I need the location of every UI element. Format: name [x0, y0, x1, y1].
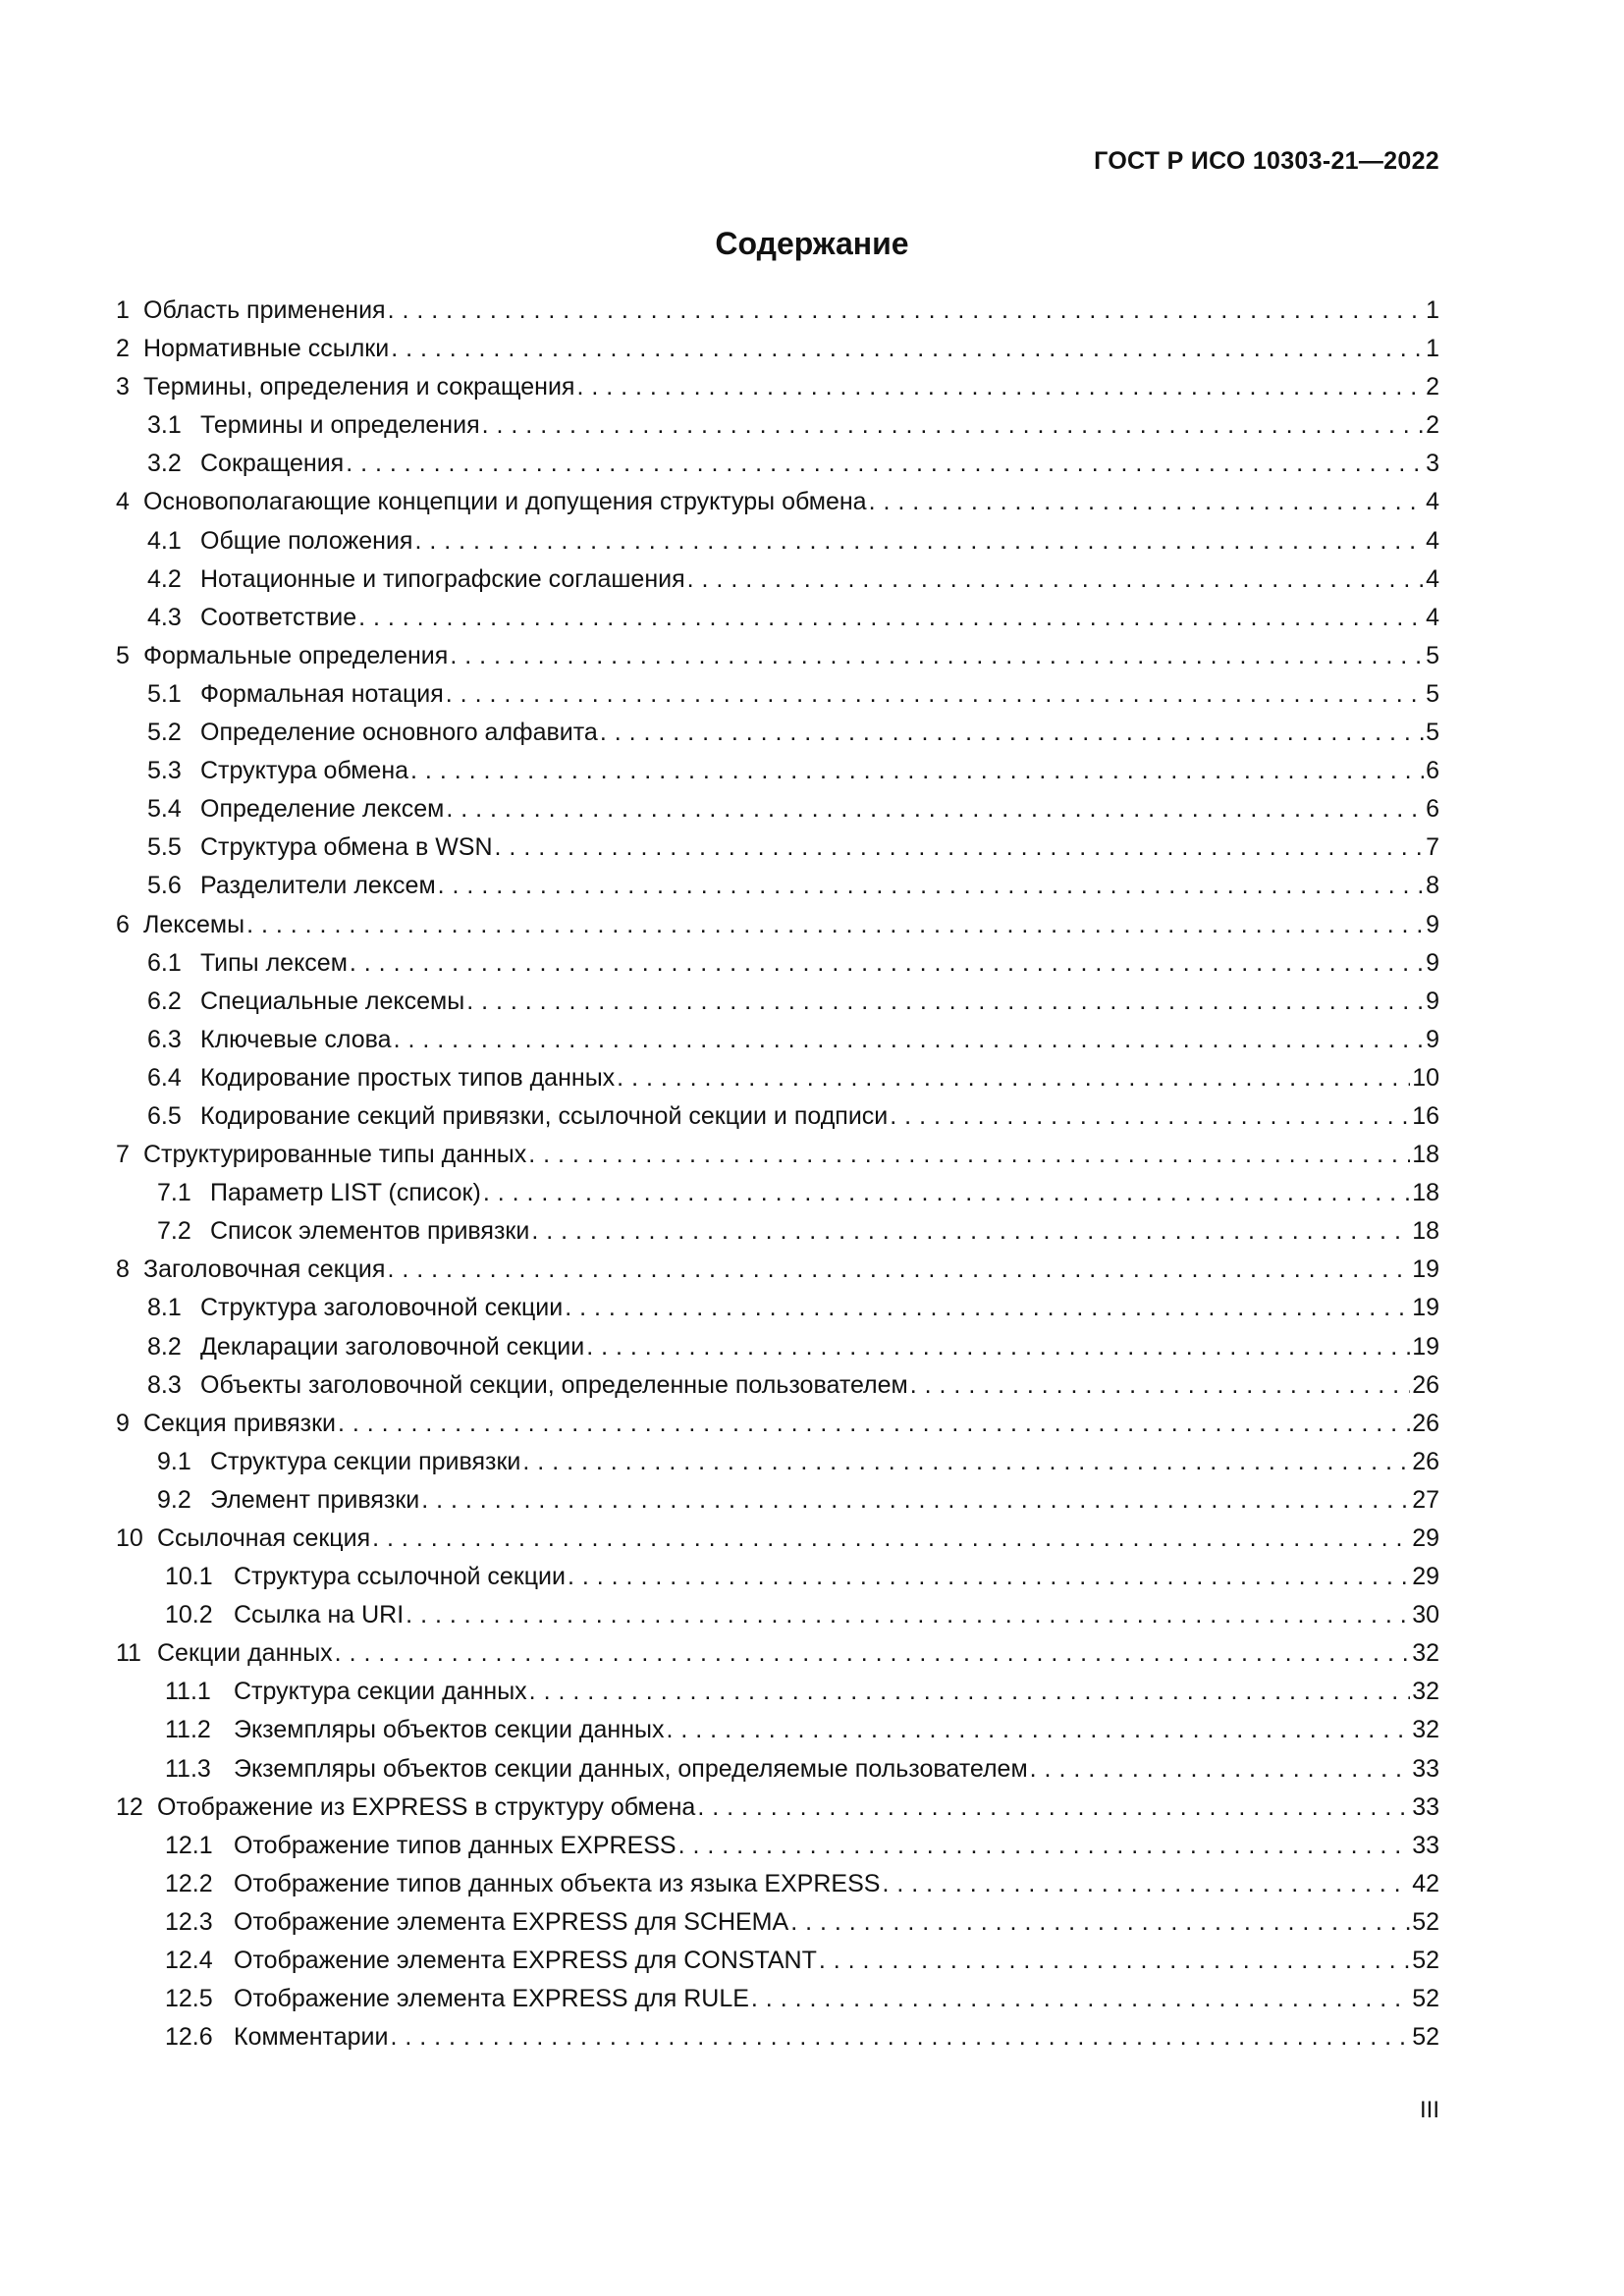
toc-entry[interactable] [116, 1750, 1439, 1789]
toc-entry[interactable] [116, 637, 1439, 675]
toc-entry[interactable] [116, 292, 1439, 330]
dot-leader [751, 1980, 1410, 2018]
toc-entry-number: 11 [116, 1639, 141, 1668]
toc-entry[interactable] [116, 1443, 1439, 1481]
toc-entry-title: Отображение элемента EXPRESS для CONSTANT [234, 1947, 817, 1975]
toc-entry-title: Сокращения [200, 450, 345, 478]
toc-entry-title: Определение основного алфавита [200, 719, 598, 747]
toc-entry[interactable] [116, 1366, 1439, 1405]
toc-entry-title: Формальная нотация [200, 679, 444, 708]
toc-entry-number: 12 [116, 1792, 143, 1821]
toc-entry-title: Кодирование секций привязки, ссылочной секции и подписи [200, 1101, 889, 1130]
toc-entry-page: 18 [1412, 1217, 1439, 1246]
toc-entry[interactable] [116, 1903, 1439, 1942]
toc-entry-page: 29 [1412, 1524, 1439, 1552]
toc-entry-page: 8 [1426, 872, 1439, 900]
toc-entry-page: 2 [1426, 373, 1439, 401]
toc-entry-page: 5 [1426, 679, 1439, 708]
page-title: Содержание [715, 226, 909, 261]
toc-entry-page: 4 [1426, 603, 1439, 631]
toc-entry-number: 9 [116, 1409, 130, 1437]
toc-entry-page: 6 [1426, 795, 1439, 824]
toc-entry-title: Область применения [143, 296, 386, 324]
toc-entry-title: Кодирование простых типов данных [200, 1063, 616, 1092]
toc-entry-title: Ссылочная секция [157, 1524, 371, 1552]
toc-entry-page: 1 [1426, 296, 1439, 324]
toc-entry[interactable] [116, 790, 1439, 828]
dot-leader [890, 1097, 1410, 1136]
toc-entry-number: 12.4 [165, 1947, 213, 1975]
toc-entry-page: 7 [1426, 833, 1439, 862]
dot-leader [1030, 1750, 1411, 1789]
toc-entry-page: 4 [1426, 526, 1439, 555]
dot-leader [406, 1596, 1410, 1634]
toc-entry-title: Структурированные типы данных [143, 1141, 527, 1169]
toc-entry-title: Типы лексем [200, 948, 348, 977]
toc-entry-page: 33 [1412, 1754, 1439, 1783]
toc-entry-page: 18 [1412, 1179, 1439, 1207]
toc-entry-title: Определение лексем [200, 795, 445, 824]
toc-entry-page: 30 [1412, 1601, 1439, 1629]
toc-entry-page: 2 [1426, 411, 1439, 440]
toc-entry[interactable] [116, 828, 1439, 867]
dot-leader [466, 983, 1424, 1021]
toc-entry[interactable] [116, 1711, 1439, 1749]
toc-entry-page: 19 [1412, 1294, 1439, 1322]
dot-leader [697, 1789, 1410, 1827]
toc-entry[interactable] [116, 1558, 1439, 1596]
dot-leader [617, 1059, 1410, 1097]
toc-entry-title: Параметр LIST (список) [210, 1179, 481, 1207]
toc-entry[interactable] [116, 1942, 1439, 1980]
toc-entry-number: 4.2 [147, 564, 182, 593]
dot-leader [450, 637, 1424, 675]
toc-entry[interactable] [116, 1097, 1439, 1136]
toc-entry[interactable] [116, 1673, 1439, 1711]
toc-entry-number: 4.1 [147, 526, 182, 555]
toc-entry-title: Структура ссылочной секции [234, 1563, 566, 1591]
toc-entry[interactable] [116, 445, 1439, 483]
toc-entry[interactable] [116, 714, 1439, 752]
dot-leader [529, 1673, 1411, 1711]
toc-entry-title: Секция привязки [143, 1409, 336, 1437]
page-number: III [1419, 2097, 1439, 2123]
toc-entry[interactable] [116, 1980, 1439, 2018]
dot-leader [495, 828, 1425, 867]
toc-entry[interactable] [116, 1021, 1439, 1059]
table-of-contents [116, 292, 1439, 2056]
toc-entry-page: 52 [1412, 1947, 1439, 1975]
toc-entry-title: Структура секции привязки [210, 1447, 521, 1475]
toc-entry[interactable] [116, 1481, 1439, 1520]
toc-entry-page: 26 [1412, 1370, 1439, 1399]
toc-entry-title: Элемент привязки [210, 1485, 420, 1514]
toc-entry-number: 12.6 [165, 2023, 213, 2052]
toc-entry[interactable] [116, 1865, 1439, 1903]
toc-entry-number: 2 [116, 335, 130, 363]
dot-leader [819, 1942, 1410, 1980]
toc-entry-number: 10 [116, 1524, 143, 1552]
toc-entry-number: 4.3 [147, 603, 182, 631]
toc-entry-number: 6.1 [147, 948, 182, 977]
toc-entry-number: 7.2 [157, 1217, 191, 1246]
toc-entry-title: Структура заголовочной секции [200, 1294, 564, 1322]
toc-entry[interactable] [116, 1174, 1439, 1212]
toc-entry-title: Специальные лексемы [200, 987, 465, 1015]
toc-entry-title: Отображение элемента EXPRESS для RULE [234, 1985, 749, 2013]
toc-entry-number: 4 [116, 488, 130, 516]
toc-entry-number: 5.2 [147, 719, 182, 747]
toc-entry-title: Декларации заголовочной секции [200, 1332, 585, 1361]
toc-entry[interactable] [116, 1827, 1439, 1865]
toc-entry-number: 3.2 [147, 450, 182, 478]
dot-leader [576, 368, 1424, 406]
toc-entry-page: 52 [1412, 1907, 1439, 1936]
dot-leader [387, 1251, 1410, 1289]
dot-leader [414, 522, 1424, 561]
toc-entry-title: Отображение элемента EXPRESS для SCHEMA [234, 1907, 789, 1936]
toc-entry-number: 10.2 [165, 1601, 213, 1629]
toc-entry[interactable] [116, 1520, 1439, 1558]
dot-leader [372, 1520, 1410, 1558]
toc-entry-number: 3.1 [147, 411, 182, 440]
toc-entry-number: 11.1 [165, 1678, 211, 1706]
toc-entry-number: 12.3 [165, 1907, 213, 1936]
toc-entry[interactable] [116, 906, 1439, 944]
dot-leader [687, 561, 1424, 599]
toc-entry-title: Лексемы [143, 910, 245, 938]
toc-entry-page: 5 [1426, 719, 1439, 747]
toc-entry-number: 8.3 [147, 1370, 182, 1399]
toc-entry-title: Общие положения [200, 526, 413, 555]
dot-leader [358, 599, 1424, 637]
toc-entry-number: 5.4 [147, 795, 182, 824]
toc-entry-title: Ссылка на URI [234, 1601, 405, 1629]
toc-entry-page: 32 [1412, 1639, 1439, 1668]
dot-leader [565, 1289, 1410, 1327]
toc-entry-number: 3 [116, 373, 130, 401]
toc-entry-title: Экземпляры объектов секции данных, определяемые пользователем [234, 1754, 1028, 1783]
toc-entry-number: 12.2 [165, 1869, 213, 1897]
dot-leader [391, 330, 1424, 368]
toc-entry[interactable] [116, 1634, 1439, 1673]
toc-entry-page: 18 [1412, 1141, 1439, 1169]
toc-entry-title: Соответствие [200, 603, 357, 631]
dot-leader [394, 1021, 1425, 1059]
toc-entry-page: 4 [1426, 488, 1439, 516]
toc-entry-title: Заголовочная секция [143, 1255, 386, 1284]
dot-leader [790, 1903, 1410, 1942]
toc-entry-title: Структура секции данных [234, 1678, 527, 1706]
toc-entry-page: 42 [1412, 1869, 1439, 1897]
toc-entry-title: Структура обмена [200, 757, 409, 785]
toc-entry[interactable] [116, 599, 1439, 637]
dot-leader [586, 1328, 1410, 1366]
dot-leader [910, 1366, 1410, 1405]
dot-leader [388, 292, 1425, 330]
dot-leader [522, 1443, 1410, 1481]
toc-entry[interactable] [116, 752, 1439, 790]
dot-leader [350, 944, 1424, 983]
toc-entry-title: Структура обмена в WSN [200, 833, 493, 862]
toc-entry-number: 6.3 [147, 1025, 182, 1053]
toc-entry-number: 7 [116, 1141, 130, 1169]
dot-leader [531, 1212, 1410, 1251]
toc-entry[interactable] [116, 522, 1439, 561]
toc-entry-title: Нотационные и типографские соглашения [200, 564, 685, 593]
toc-entry-page: 32 [1412, 1716, 1439, 1744]
toc-entry-page: 33 [1412, 1831, 1439, 1859]
dot-leader [438, 867, 1424, 905]
toc-entry-number: 6.2 [147, 987, 182, 1015]
toc-entry-number: 5.6 [147, 872, 182, 900]
toc-entry[interactable] [116, 1251, 1439, 1289]
dot-leader [882, 1865, 1410, 1903]
toc-entry[interactable] [116, 983, 1439, 1021]
toc-entry-number: 9.1 [157, 1447, 191, 1475]
toc-entry-page: 9 [1426, 910, 1439, 938]
toc-entry-page: 4 [1426, 564, 1439, 593]
toc-entry-number: 11.3 [165, 1754, 211, 1783]
toc-entry[interactable] [116, 561, 1439, 599]
dot-leader [600, 714, 1424, 752]
toc-entry-page: 9 [1426, 987, 1439, 1015]
toc-entry-page: 16 [1412, 1101, 1439, 1130]
toc-entry-title: Термины, определения и сокращения [143, 373, 575, 401]
dot-leader [421, 1481, 1410, 1520]
toc-entry-page: 29 [1412, 1563, 1439, 1591]
toc-entry[interactable] [116, 1328, 1439, 1366]
toc-entry-title: Основополагающие концепции и допущения структуры обмена [143, 488, 867, 516]
dot-leader [446, 790, 1424, 828]
toc-entry-number: 12.5 [165, 1985, 213, 2013]
toc-entry[interactable] [116, 2018, 1439, 2056]
toc-entry-number: 11.2 [165, 1716, 211, 1744]
toc-entry-number: 8.1 [147, 1294, 182, 1322]
toc-entry-title: Комментарии [234, 2023, 389, 2052]
toc-entry[interactable] [116, 483, 1439, 521]
toc-entry-title: Секции данных [157, 1639, 333, 1668]
toc-entry-page: 1 [1426, 335, 1439, 363]
toc-entry[interactable] [116, 406, 1439, 445]
toc-entry-page: 52 [1412, 1985, 1439, 2013]
document-header: ГОСТ Р ИСО 10303-21—2022 [1094, 147, 1439, 175]
toc-entry-number: 5.3 [147, 757, 182, 785]
toc-entry-page: 10 [1412, 1063, 1439, 1092]
dot-leader [483, 1174, 1410, 1212]
toc-entry[interactable] [116, 1136, 1439, 1174]
toc-entry-title: Отображение типов данных EXPRESS [234, 1831, 677, 1859]
toc-entry-page: 27 [1412, 1485, 1439, 1514]
toc-entry-title: Ключевые слова [200, 1025, 392, 1053]
toc-entry[interactable] [116, 1289, 1439, 1327]
toc-entry-number: 6 [116, 910, 130, 938]
dot-leader [338, 1405, 1410, 1443]
dot-leader [528, 1136, 1410, 1174]
toc-entry[interactable] [116, 1212, 1439, 1251]
toc-entry[interactable] [116, 867, 1439, 905]
toc-entry-page: 9 [1426, 1025, 1439, 1053]
toc-entry[interactable] [116, 1059, 1439, 1097]
toc-entry[interactable] [116, 1789, 1439, 1827]
toc-entry-number: 7.1 [157, 1179, 191, 1207]
toc-entry[interactable] [116, 330, 1439, 368]
toc-entry-page: 19 [1412, 1332, 1439, 1361]
toc-entry-number: 5 [116, 641, 130, 669]
toc-entry[interactable] [116, 368, 1439, 406]
toc-entry-page: 26 [1412, 1409, 1439, 1437]
toc-entry-page: 52 [1412, 2023, 1439, 2052]
toc-entry-number: 5.5 [147, 833, 182, 862]
toc-entry-number: 8 [116, 1255, 130, 1284]
toc-entry-title: Термины и определения [200, 411, 480, 440]
toc-entry[interactable] [116, 675, 1439, 714]
toc-entry-title: Экземпляры объектов секции данных [234, 1716, 665, 1744]
toc-entry-page: 19 [1412, 1255, 1439, 1284]
dot-leader [678, 1827, 1411, 1865]
dot-leader [346, 445, 1424, 483]
toc-entry-title: Разделители лексем [200, 872, 436, 900]
toc-entry-page: 26 [1412, 1447, 1439, 1475]
toc-entry-page: 33 [1412, 1792, 1439, 1821]
toc-entry-title: Список элементов привязки [210, 1217, 530, 1246]
toc-entry-number: 8.2 [147, 1332, 182, 1361]
dot-leader [335, 1634, 1411, 1673]
toc-entry-page: 32 [1412, 1678, 1439, 1706]
dot-leader [869, 483, 1425, 521]
toc-entry-title: Формальные определения [143, 641, 449, 669]
toc-entry-page: 3 [1426, 450, 1439, 478]
toc-entry-page: 6 [1426, 757, 1439, 785]
toc-entry-title: Отображение типов данных объекта из языка EXPRESS [234, 1869, 881, 1897]
toc-entry-title: Нормативные ссылки [143, 335, 390, 363]
toc-entry-number: 6.5 [147, 1101, 182, 1130]
toc-entry-number: 12.1 [165, 1831, 213, 1859]
toc-entry-number: 10.1 [165, 1563, 213, 1591]
toc-entry-number: 5.1 [147, 679, 182, 708]
toc-entry-page: 5 [1426, 641, 1439, 669]
toc-entry[interactable] [116, 1596, 1439, 1634]
toc-entry-page: 9 [1426, 948, 1439, 977]
dot-leader [482, 406, 1424, 445]
dot-leader [410, 752, 1424, 790]
toc-entry-number: 6.4 [147, 1063, 182, 1092]
dot-leader [246, 906, 1424, 944]
dot-leader [568, 1558, 1410, 1596]
dot-leader [446, 675, 1424, 714]
toc-entry-title: Объекты заголовочной секции, определенные пользователем [200, 1370, 908, 1399]
dot-leader [390, 2018, 1410, 2056]
toc-entry-number: 1 [116, 296, 130, 324]
toc-entry-number: 9.2 [157, 1485, 191, 1514]
toc-entry-title: Отображение из EXPRESS в структуру обмена [157, 1792, 696, 1821]
toc-entry[interactable] [116, 1405, 1439, 1443]
dot-leader [667, 1711, 1411, 1749]
toc-entry[interactable] [116, 944, 1439, 983]
